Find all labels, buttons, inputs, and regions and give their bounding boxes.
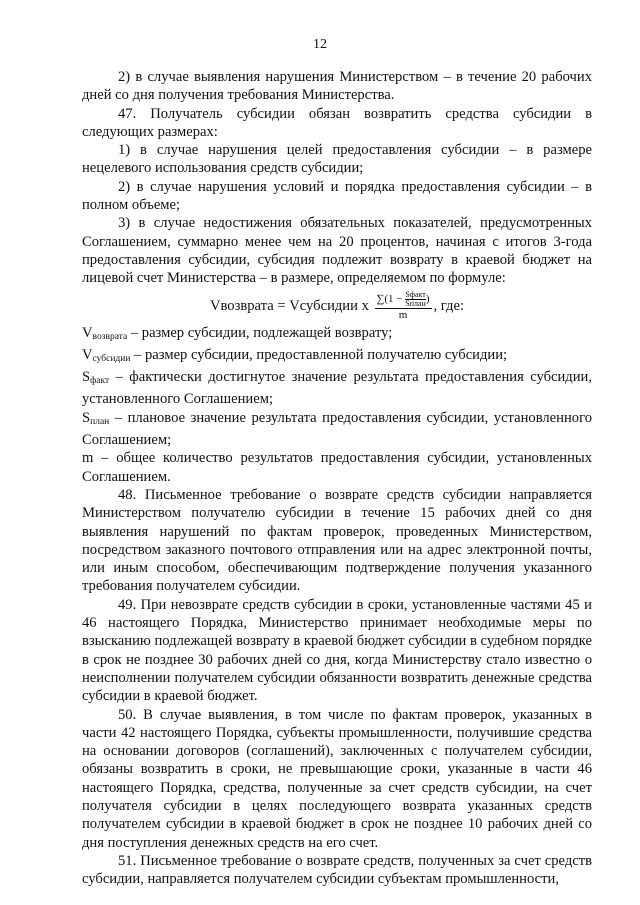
formula-tail: , где: — [433, 297, 465, 314]
inner-denominator: Sплан — [405, 299, 426, 309]
paragraph-49: 49. При невозврате средств субсидии в сроки, установленные частями 45 и 46 настоящего Порядка, Министерство принимает необходимые меры по взысканию подлежащей возврату в краевой бюджет субсидии в судебном порядке в срок не позднее 30 рабочих дней со дня, когда Министерству стало известно о неисполнении получателем субсидии обязанности возвратить денежные средства субсидии в краевой бюджет. — [82, 596, 592, 705]
formula-lhs: Vвозврата — [209, 297, 274, 314]
document-body — [82, 68, 592, 888]
sum-symbol: ∑ — [376, 293, 385, 306]
paragraph-50: 50. В случае выявления, в том числе по фактам проверок, указанных в части 42 настоящего Порядка, субъекты промышленности, получившие средства на основании договоров (соглашений), заключенных с получателем субсидии, обязаны возвратить в сроки, не превышающие сроки, указанные в части 46 настоящего Порядка, средства, полученные за счет средств субсидии, на счет получателя субсидии в целях последующего возврата указанных средств получателем субсидии в краевой бюджет в срок не позднее 10 рабочих дней со дня поступления денежных средств на его счет. — [82, 706, 592, 851]
definition-m: m – общее количество результатов предоставления субсидии, установленных Соглашением. — [82, 450, 592, 485]
one-minus: 1 − — [388, 293, 403, 306]
definition-v-return: $V_{возврата}$ – размер субсидии, подлежащей возврату; — [82, 324, 393, 342]
definition-v-subsidy: $V_{субсидии}$ – размер субсидии, предоставленной получателю субсидии; — [82, 346, 508, 364]
formula — [82, 288, 592, 324]
definition-s-plan: $S_{план}$ – плановое значение результата предоставления субсидии, установленного Соглашением; — [82, 409, 592, 449]
paragraph-51: 51. Письменное требование о возврате средств, полученных за счет средств субсидии, направляется получателем субсидии субъектам промышленности, — [82, 852, 592, 888]
formula-fraction — [375, 291, 432, 321]
paragraph-47: 47. Получатель субсидии обязан возвратить средства субсидии в следующих размерах: — [82, 105, 592, 140]
paragraph-47-1: 1) в случае нарушения целей предоставления субсидии – в размере нецелевого использования средств субсидии; — [82, 142, 592, 177]
paragraph-46-2: 2) в случае выявления нарушения Министерством – в течение 20 рабочих дней со дня получения требования Министерства. — [82, 69, 592, 104]
inner-numerator: Sфакт — [405, 290, 426, 300]
paragraph-47-2: 2) в случае нарушения условий и порядка предоставления субсидии – в полном объеме; — [82, 178, 592, 214]
inner-fraction — [405, 291, 426, 308]
formula-eq: = — [277, 297, 286, 314]
paragraph-47-3: 3) в случае недостижения обязательных показателей, предусмотренных Соглашением, суммарно менее чем на 20 процентов, начиная с итогов 3-года предоставления субсидии, субсидия подлежит возврату в краевой бюджет на лицевой счет Министерства – в размере, определяемом по формуле: — [82, 215, 592, 287]
formula-rhs-term: Vсубсидии x — [289, 297, 369, 314]
page-number: 12 — [313, 37, 327, 52]
formula-numerator: ∑(1 − $\frac{\text{Sфакт}}{\text{Sплан}}$) — [376, 290, 430, 309]
formula-denominator: m — [398, 309, 408, 322]
paragraph-48: 48. Письменное требование о возврате средств субсидии направляется Министерством получателю субсидии в течение 15 рабочих дней со дня выявления нарушений по фактам проверок, проведенных Министерством, посредством заказного почтового отправления или на адрес электронной почты, или иным способом, обеспечивающим подтверждение получения указанного требования получателем субсидии. — [82, 486, 592, 595]
definition-s-fact: $S_{факт}$ – фактически достигнутое значение результата предоставления субсидии, установленного Соглашением; — [82, 369, 592, 408]
